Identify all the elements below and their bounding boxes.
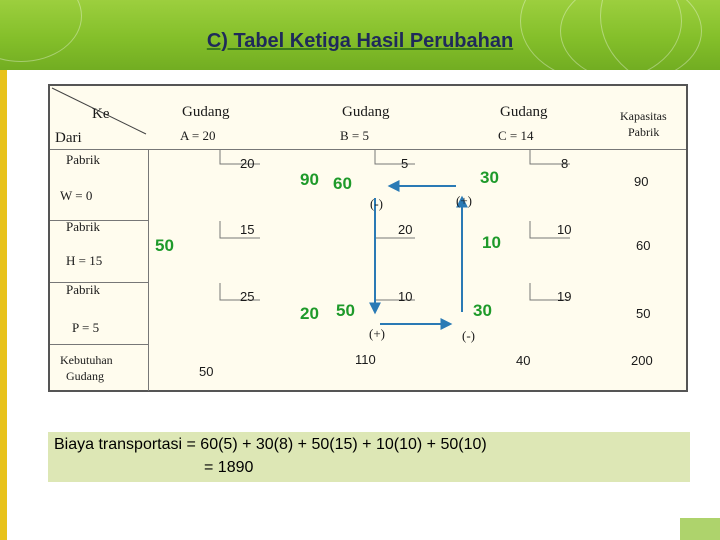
column-a-title: Gudang [182,104,230,120]
cost-w-c: 8 [561,156,569,171]
column-capacity-subtitle: Pabrik [628,125,660,139]
demand-total: 200 [631,353,653,368]
corner-ke: Ke [92,106,110,122]
row-w-label: Pabrik [66,152,100,167]
demand-row-sublabel: Gudang [66,369,104,383]
alloc-w-b-old: 90 [300,170,319,189]
demand-a: 50 [199,364,214,379]
cost-h-c: 10 [557,222,572,237]
column-a-demand: A = 20 [180,128,216,143]
capacity-w: 90 [634,174,649,189]
sign-w-c: (+) [456,193,472,208]
corner-dari: Dari [55,130,82,146]
result-box [48,432,690,482]
cost-p-a: 25 [240,289,255,304]
alloc-w-c: 30 [480,168,499,187]
cost-w-a: 20 [240,156,255,171]
side-stripe [0,70,7,540]
row-h-dual: H = 15 [66,253,103,268]
column-b-demand: B = 5 [340,128,370,143]
sign-p-b: (+) [369,326,385,341]
row-h-label: Pabrik [66,219,100,234]
row-p-dual: P = 5 [72,320,100,335]
sign-p-c: (-) [462,328,475,343]
result-total: = 1890 [204,459,254,476]
cost-h-a: 15 [240,222,255,237]
column-capacity-title: Kapasitas [620,109,667,123]
alloc-p-c: 30 [473,301,492,320]
slide-header [0,0,720,70]
alloc-h-a: 50 [155,236,174,255]
cost-p-c: 19 [557,289,572,304]
demand-c: 40 [516,353,531,368]
cost-h-b: 20 [398,222,413,237]
alloc-p-b-new: 50 [336,301,355,320]
result-formula: Biaya transportasi = 60(5) + 30(8) + 50(15) + 10(10) + 50(10) [54,436,487,453]
alloc-w-b-new: 60 [333,174,352,193]
alloc-h-c: 10 [482,233,501,252]
sign-w-b: (-) [370,196,383,211]
footer-accent [680,518,720,540]
column-b-title: Gudang [342,104,390,120]
stepping-stone-path [50,86,690,394]
alloc-p-b-old: 20 [300,304,319,323]
column-c-title: Gudang [500,104,548,120]
capacity-h: 60 [636,238,651,253]
row-w-dual: W = 0 [60,188,93,203]
slide-title: C) Tabel Ketiga Hasil Perubahan [206,30,514,52]
cost-w-b: 5 [401,156,409,171]
capacity-p: 50 [636,306,651,321]
demand-b: 110 [355,352,376,367]
column-c-demand: C = 14 [498,128,534,143]
cost-p-b: 10 [398,289,413,304]
row-p-label: Pabrik [66,282,100,297]
demand-row-label: Kebutuhan [60,353,113,367]
